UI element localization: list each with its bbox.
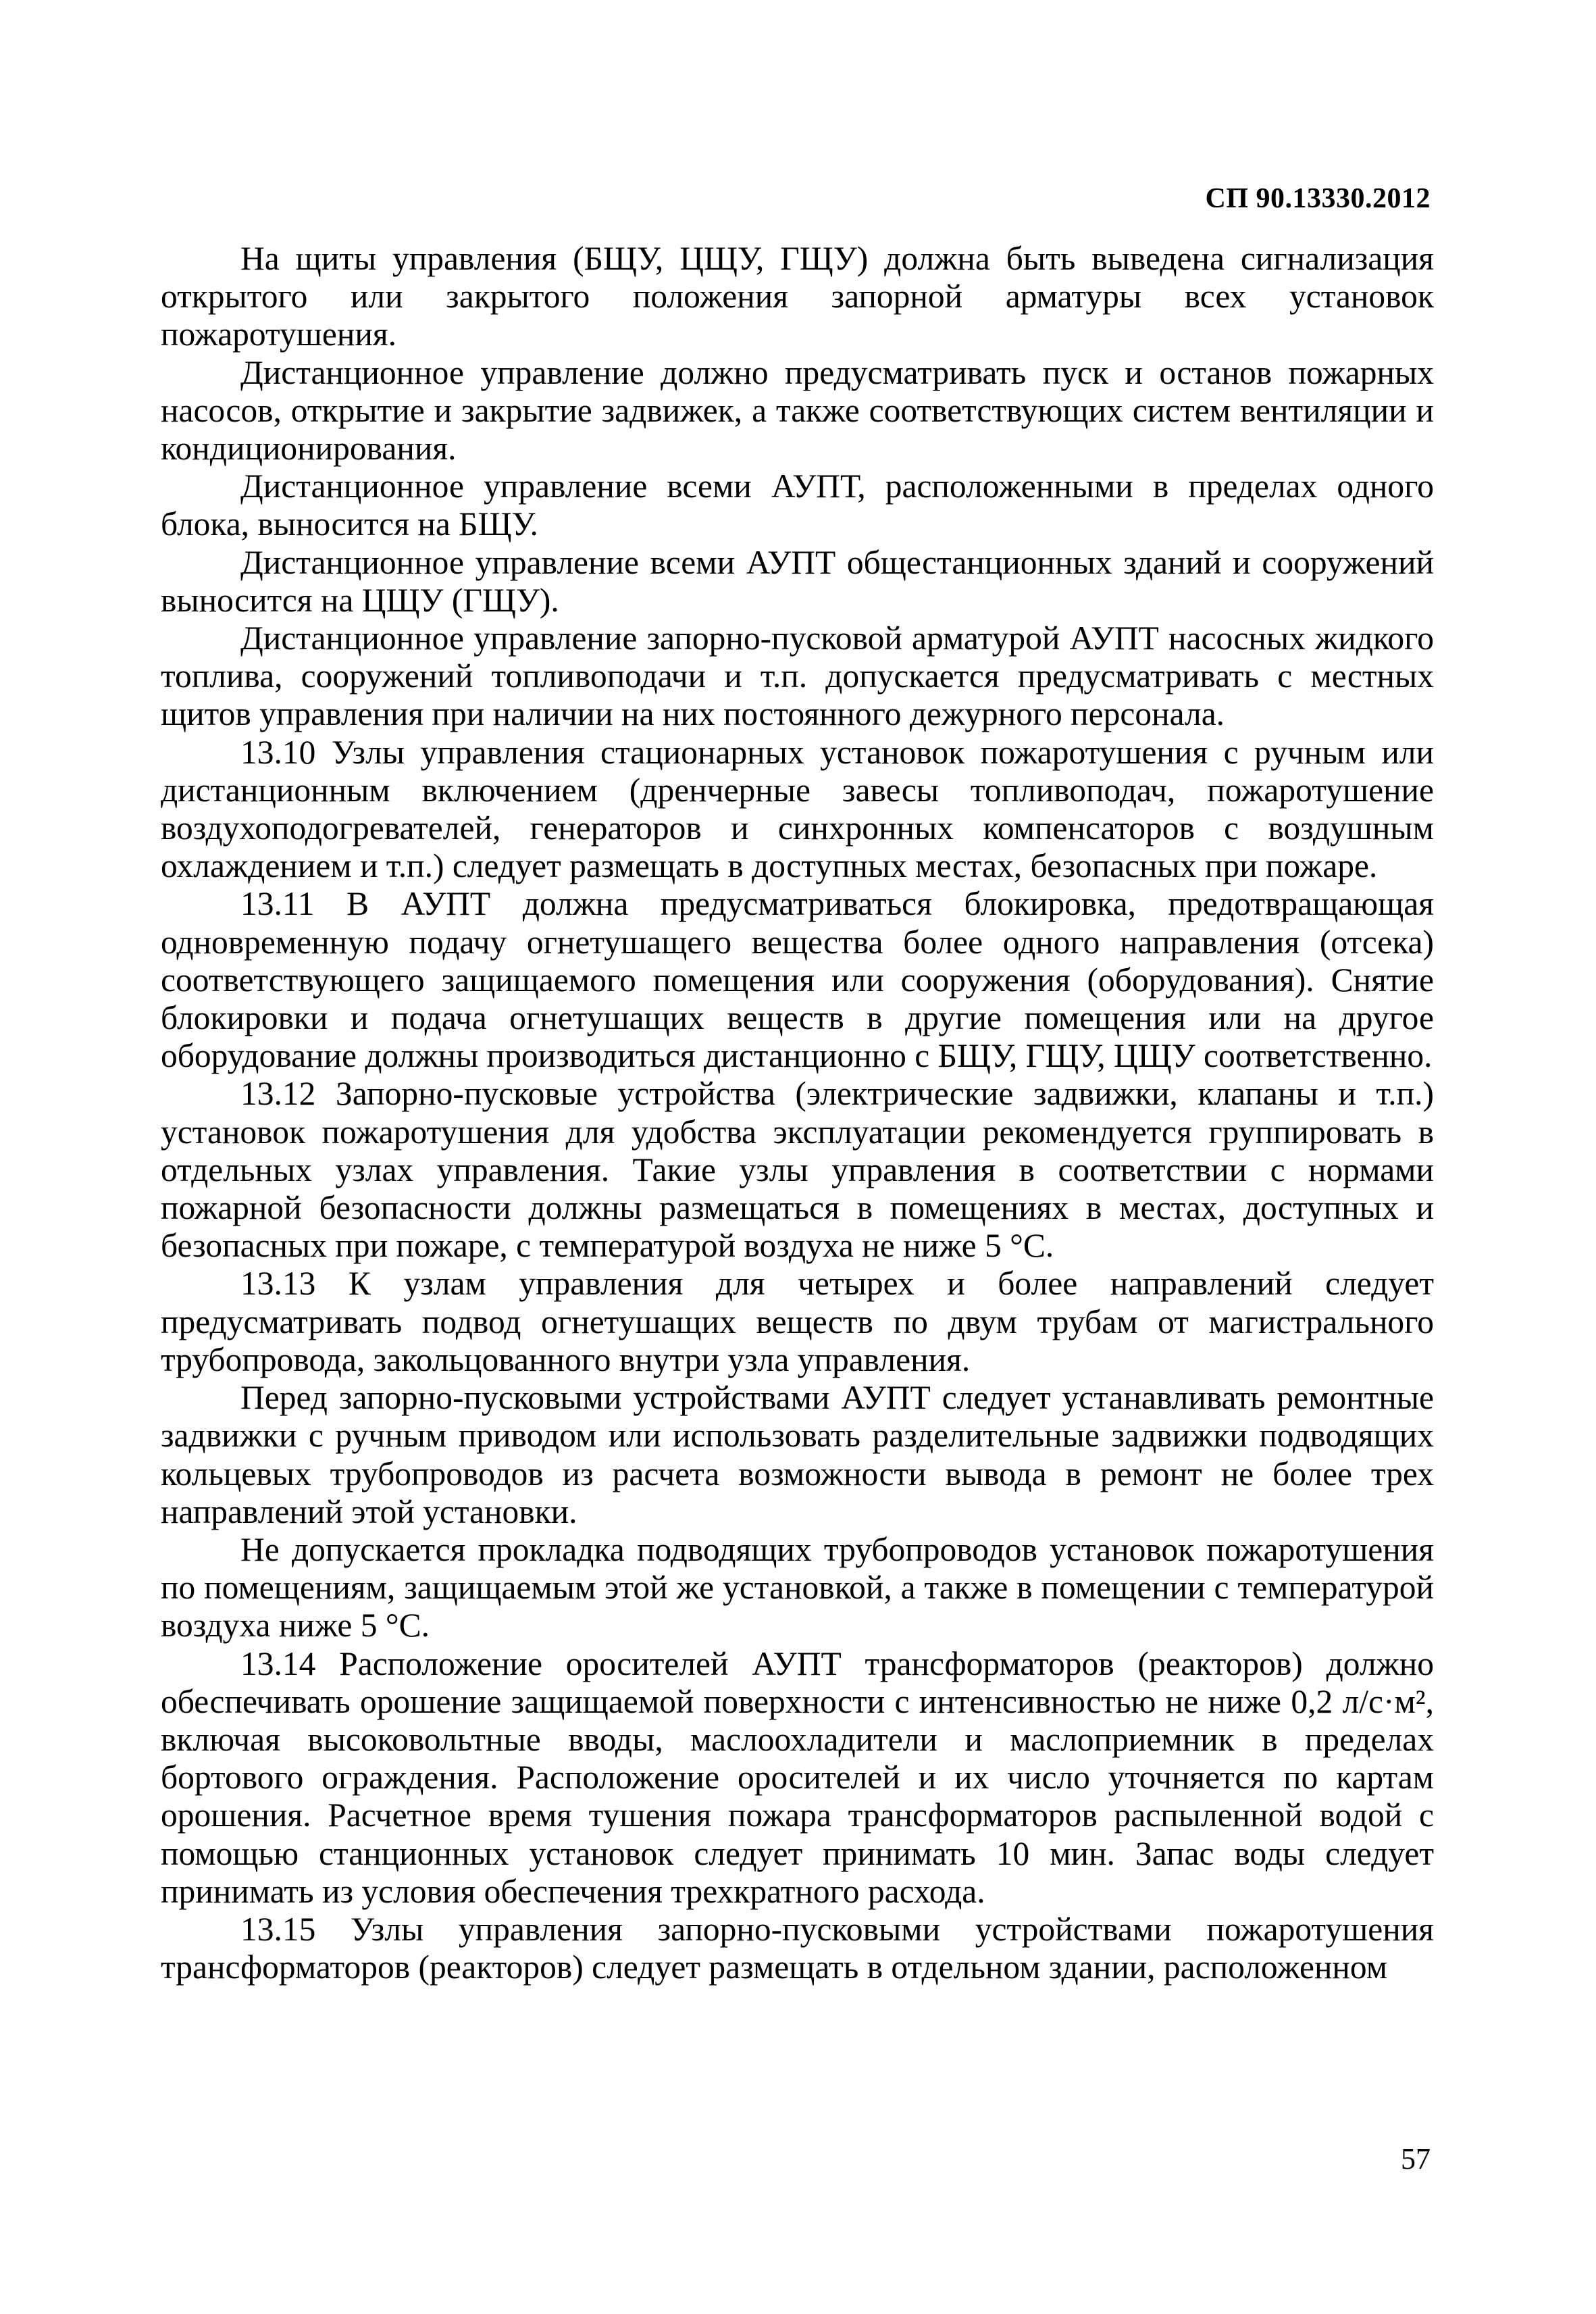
paragraph: На щиты управления (БЩУ, ЦЩУ, ГЩУ) должна быть выведена сигнализация открытого или закрытого положения запорной арматуры всех установок пожаротушения. <box>161 240 1434 353</box>
paragraph-13-15: 13.15 Узлы управления запорно-пусковыми устройствами пожаротушения трансформаторов (реакторов) следует размещать в отдельном здании, расположенном <box>161 1910 1434 1986</box>
paragraph: Дистанционное управление всеми АУПТ общестанционных зданий и сооружений выносится на ЦЩУ (ГЩУ). <box>161 543 1434 619</box>
paragraph-13-10: 13.10 Узлы управления стационарных установок пожаротушения с ручным или дистанционным включением (дренчерные завесы топливоподач, пожаротушение воздухоподогревателей, генераторов и синхронных компенсаторов с воздушным охлаждением и т.п.) следует размещать в доступных местах, безопасных при пожаре. <box>161 733 1434 885</box>
paragraph-13-12: 13.12 Запорно-пусковые устройства (электрические задвижки, клапаны и т.п.) установок пожаротушения для удобства эксплуатации рекомендуется группировать в отдельных узлах управления. Такие узлы управления в соответствии с нормами пожарной безопасности должны размещаться в помещениях в местах, доступных и безопасных при пожаре, с температурой воздуха не ниже 5 °С. <box>161 1075 1434 1265</box>
document-body <box>161 240 1434 1986</box>
page-number: 57 <box>1401 2142 1431 2175</box>
paragraph: Дистанционное управление запорно-пусковой арматурой АУПТ насосных жидкого топлива, сооружений топливоподачи и т.п. допускается предусматривать с местных щитов управления при наличии на них постоянного дежурного персонала. <box>161 620 1434 733</box>
paragraph-13-13: 13.13 К узлам управления для четырех и более направлений следует предусматривать подвод огнетушащих веществ по двум трубам от магистрального трубопровода, закольцованного внутри узла управления. <box>161 1265 1434 1378</box>
paragraph: Дистанционное управление должно предусматривать пуск и останов пожарных насосов, открытие и закрытие задвижек, а также соответствующих систем вентиляции и кондиционирования. <box>161 353 1434 468</box>
paragraph-13-11: 13.11 В АУПТ должна предусматриваться блокировка, предотвращающая одновременную подачу огнетушащего вещества более одного направления (отсека) соответствующего защищаемого помещения или сооружения (оборудования). Снятие блокировки и подача огнетушащих веществ в другие помещения или на другое оборудование должны производиться дистанционно с БЩУ, ГЩУ, ЦЩУ соответственно. <box>161 885 1434 1075</box>
paragraph: Не допускается прокладка подводящих трубопроводов установок пожаротушения по помещениям, защищаемым этой же установкой, а также в помещении с температурой воздуха ниже 5 °С. <box>161 1530 1434 1644</box>
paragraph: Перед запорно-пусковыми устройствами АУПТ следует устанавливать ремонтные задвижки с ручным приводом или использовать разделительные задвижки подводящих кольцевых трубопроводов из расчета возможности вывода в ремонт не более трех направлений этой установки. <box>161 1379 1434 1530</box>
document-code: СП 90.13330.2012 <box>1205 183 1431 214</box>
paragraph: Дистанционное управление всеми АУПТ, расположенными в пределах одного блока, выносится на БЩУ. <box>161 468 1434 543</box>
paragraph-13-14: 13.14 Расположение оросителей АУПТ трансформаторов (реакторов) должно обеспечивать орошение защищаемой поверхности с интенсивностью не ниже 0,2 л/с·м², включая высоковольтные вводы, маслоохладители и маслоприемник в пределах бортового ограждения. Расположение оросителей и их число уточняется по картам орошения. Расчетное время тушения пожара трансформаторов распыленной водой с помощью станционных установок следует принимать 10 мин. Запас воды следует принимать из условия обеспечения трехкратного расхода. <box>161 1644 1434 1910</box>
